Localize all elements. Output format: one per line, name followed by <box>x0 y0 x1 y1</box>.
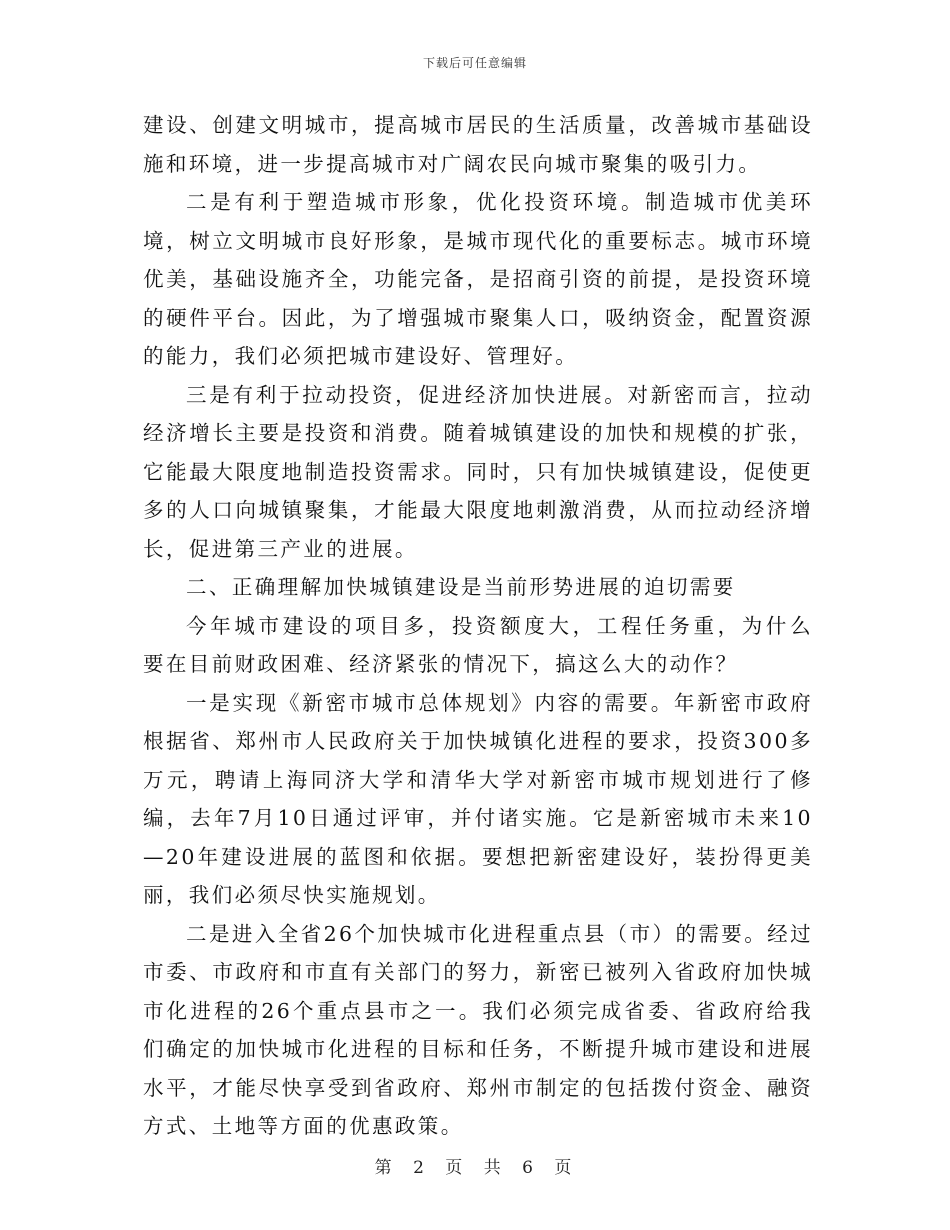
paragraph-4: 今年城市建设的项目多，投资额度大，工程任务重，为什么 要在目前财政困难、经济紧张的情况下，搞这么大的动作？ <box>143 613 813 676</box>
page-header: 下载后可任意编辑 <box>422 56 527 70</box>
body-text <box>143 106 813 1146</box>
paragraph-3: 三是有利于拉动投资，促进经济加快进展。对新密而言，拉动经济增长主要是投资和消费。随着城镇建设的加快和规模的扩张，它能最大限度地制造投资需求。同时，只有加快城镇建设，促使更多的人口向城镇聚集，才能最大限度地刺激消费，从而拉动经济增长，促进第三产业的进展。 <box>143 382 813 561</box>
paragraph-5: 一是实现《新密市城市总体规划》内容的需要。年新密市政府根据省、郑州市人民政府关于加快城镇化进程的要求，投资300多万元，聘请上海同济大学和清华大学对新密市城市规划进行了修编，去年7月10日通过评审，并付诸实施。它是新密城市未来10—20年建设进展的蓝图和依据。要想把新密建设好，装扮得更美丽，我们必须尽快实施规划。 <box>143 690 813 907</box>
paragraph-2: 二是有利于塑造城市形象，优化投资环境。制造城市优美环境，树立文明城市良好形象，是城市现代化的重要标志。城市环境优美，基础设施齐全，功能完备，是招商引资的前提，是投资环境的硬件平台。因此，为了增强城市聚集人口，吸纳资金，配置资源的能力，我们必须把城市建设好、管理好。 <box>143 190 813 368</box>
section-heading: 二、正确理解加快城镇建设是当前形势进展的迫切需要 <box>186 575 736 599</box>
paragraph-1: 建设、创建文明城市，提高城市居民的生活质量，改善城市基础设施和环境，进一步提高城市对广阔农民向城市聚集的吸引力。 <box>143 113 813 176</box>
paragraph-6: 二是进入全省26个加快城市化进程重点县（市）的需要。经过市委、市政府和市直有关部门的努力，新密已被列入省政府加快城市化进程的26个重点县市之一。我们必须完成省委、省政府给我们确定的加快城市化进程的目标和任务，不断提升城市建设和进展水平，才能尽快享受到省政府、郑州市制定的包括拨付资金、融资方式、土地等方面的优惠政策。 <box>143 921 813 1138</box>
page-number-footer: 第 2 页 共 6 页 <box>374 1158 576 1178</box>
